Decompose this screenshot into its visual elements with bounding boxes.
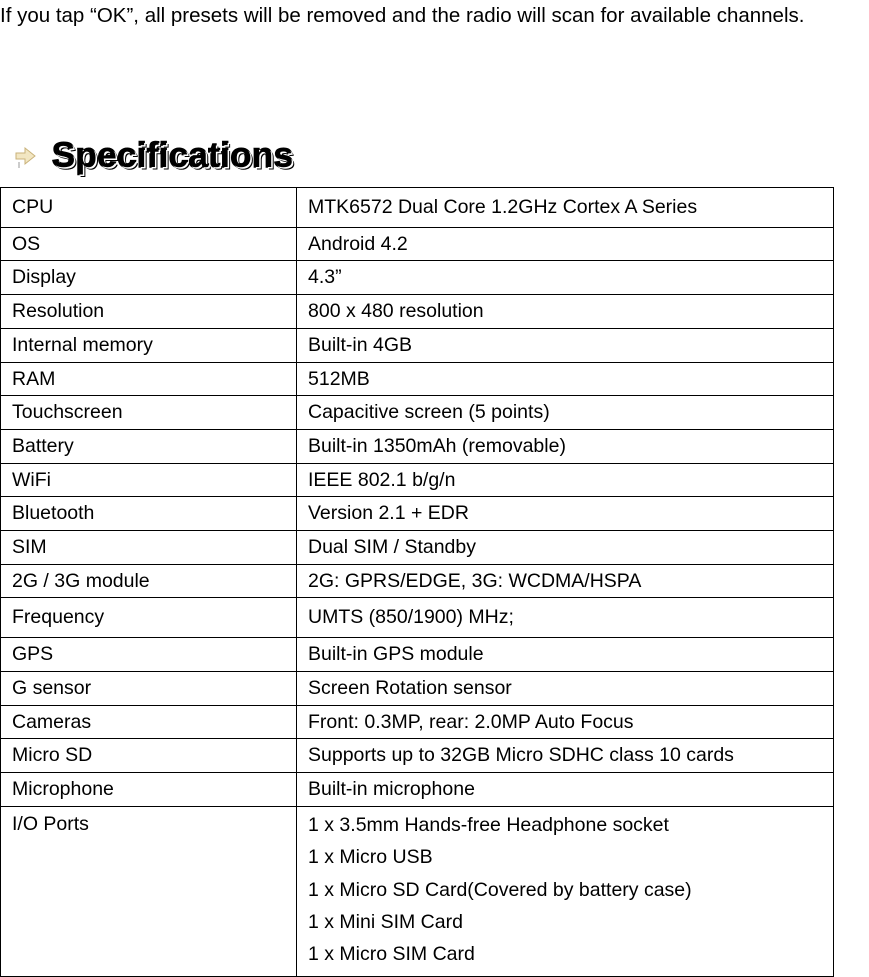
spec-value-list — [297, 807, 834, 977]
spec-value: MTK6572 Dual Core 1.2GHz Cortex A Series — [297, 188, 834, 228]
spec-value: Built-in 1350mAh (removable) — [297, 430, 834, 464]
table-row — [1, 396, 834, 430]
spec-value: 2G: GPRS/EDGE, 3G: WCDMA/HSPA — [297, 565, 834, 598]
table-row — [1, 739, 834, 773]
spec-value: UMTS (850/1900) MHz; — [297, 598, 834, 638]
spec-label: Frequency — [1, 598, 297, 638]
table-row — [1, 464, 834, 497]
arrow-bullet-icon — [10, 140, 42, 172]
spec-value: Built-in microphone — [297, 773, 834, 807]
spec-value: Front: 0.3MP, rear: 2.0MP Auto Focus — [297, 706, 834, 739]
spec-value: Supports up to 32GB Micro SDHC class 10 cards — [297, 739, 834, 773]
table-row — [1, 565, 834, 598]
spec-value: 512MB — [297, 363, 834, 396]
spec-label: WiFi — [1, 464, 297, 497]
spec-label: Internal memory — [1, 329, 297, 363]
table-row — [1, 329, 834, 363]
spec-label: G sensor — [1, 672, 297, 706]
spec-label: Battery — [1, 430, 297, 464]
spec-value: IEEE 802.1 b/g/n — [297, 464, 834, 497]
spec-label: Microphone — [1, 773, 297, 807]
spec-label: Micro SD — [1, 739, 297, 773]
table-row — [1, 188, 834, 228]
spec-label: Display — [1, 261, 297, 295]
table-row — [1, 638, 834, 672]
io-port-line: 1 x 3.5mm Hands-free Headphone socket — [308, 814, 669, 836]
spec-value: Built-in GPS module — [297, 638, 834, 672]
spec-label: Touchscreen — [1, 396, 297, 430]
intro-paragraph: If you tap “OK”, all presets will be removed and the radio will scan for available channels. — [0, 4, 805, 27]
table-row — [1, 807, 834, 977]
io-port-line: 1 x Mini SIM Card — [308, 910, 463, 933]
specs-table — [0, 187, 834, 977]
table-row — [1, 295, 834, 329]
table-row — [1, 228, 834, 261]
table-row — [1, 672, 834, 706]
table-row — [1, 773, 834, 807]
io-port-line: 1 x Micro SD Card(Covered by battery case) — [308, 878, 692, 901]
spec-value: 4.3” — [297, 261, 834, 295]
io-port-line: 1 x Micro SIM Card — [308, 943, 475, 966]
spec-label: GPS — [1, 638, 297, 672]
spec-label: I/O Ports — [1, 807, 297, 977]
table-row — [1, 598, 834, 638]
spec-label: 2G / 3G module — [1, 565, 297, 598]
spec-value: Dual SIM / Standby — [297, 531, 834, 565]
spec-label: OS — [1, 228, 297, 261]
spec-value: Screen Rotation sensor — [297, 672, 834, 706]
spec-label: Bluetooth — [1, 497, 297, 531]
spec-value: Capacitive screen (5 points) — [297, 396, 834, 430]
table-row — [1, 706, 834, 739]
table-row — [1, 430, 834, 464]
section-title: Specifications — [52, 136, 294, 175]
spec-value: Android 4.2 — [297, 228, 834, 261]
section-heading — [10, 134, 294, 178]
spec-value: Version 2.1 + EDR — [297, 497, 834, 531]
spec-label: SIM — [1, 531, 297, 565]
table-row — [1, 531, 834, 565]
table-row — [1, 363, 834, 396]
table-row — [1, 497, 834, 531]
spec-label: RAM — [1, 363, 297, 396]
spec-label: CPU — [1, 188, 297, 228]
spec-label: Cameras — [1, 706, 297, 739]
io-port-line: 1 x Micro USB — [308, 846, 433, 869]
spec-label: Resolution — [1, 295, 297, 329]
spec-value: Built-in 4GB — [297, 329, 834, 363]
table-row — [1, 261, 834, 295]
spec-value: 800 x 480 resolution — [297, 295, 834, 329]
